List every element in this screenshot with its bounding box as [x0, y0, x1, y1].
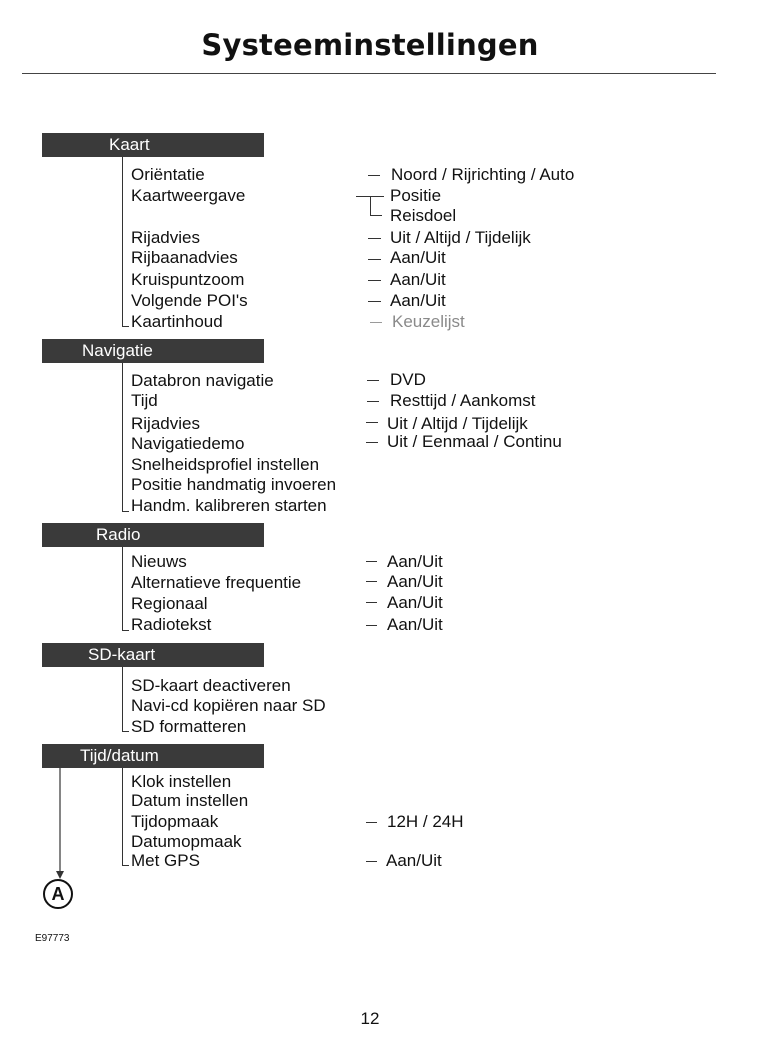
value-navigatiedemo: Uit / Eenmaal / Continu	[387, 432, 562, 451]
value-dash	[366, 602, 377, 603]
tree-line-tijd-datum	[122, 768, 123, 865]
menu-item-navigatiedemo: Navigatiedemo	[131, 434, 245, 453]
value-met-gps: Aan/Uit	[386, 851, 442, 870]
section-header-tijd-datum: Tijd/datum	[42, 744, 264, 768]
value-dash	[367, 380, 379, 381]
menu-item-rijadvies: Rijadvies	[131, 228, 200, 247]
menu-item-tijdopmaak: Tijdopmaak	[131, 812, 219, 831]
value-regionaal: Aan/Uit	[387, 593, 443, 612]
tree-end-radio	[122, 630, 129, 631]
page-number: 12	[360, 1009, 380, 1028]
value-nieuws: Aan/Uit	[387, 552, 443, 571]
value-orientatie: Noord / Rijrichting / Auto	[391, 165, 575, 184]
value-dash	[366, 581, 377, 582]
value-dash	[366, 625, 377, 626]
menu-item-rijadvies-nav: Rijadvies	[131, 414, 200, 433]
value-kaartweergave-reisdoel: Reisdoel	[390, 206, 457, 225]
menu-item-volgende-poi: Volgende POI's	[131, 291, 248, 310]
value-dash	[366, 442, 378, 443]
tree-line-navigatie	[122, 363, 123, 511]
section-header-navigatie: Navigatie	[42, 339, 264, 363]
value-dash	[367, 401, 379, 402]
value-dash	[366, 561, 377, 562]
section-header-sd-kaart: SD-kaart	[42, 643, 264, 667]
value-kaartweergave-positie: Positie	[390, 186, 442, 205]
menu-item-tijd: Tijd	[131, 391, 158, 410]
value-bracket	[370, 196, 371, 215]
tree-line-sd-kaart	[122, 667, 123, 731]
menu-item-regionaal: Regionaal	[131, 594, 208, 613]
value-dash	[368, 238, 381, 239]
continuation-arrow-icon	[50, 768, 70, 880]
value-kaartinhoud: Keuzelijst	[392, 312, 465, 331]
value-rijbaanadvies: Aan/Uit	[390, 248, 446, 267]
menu-item-kruispuntzoom: Kruispuntzoom	[131, 270, 245, 289]
title-divider	[22, 73, 716, 74]
tree-end-navigatie	[122, 511, 129, 512]
value-dash	[368, 259, 381, 260]
menu-item-datum-instellen: Datum instellen	[131, 791, 249, 810]
menu-item-kalibreren: Handm. kalibreren starten	[131, 496, 327, 515]
connector-a: A	[43, 879, 73, 909]
menu-item-kaartinhoud: Kaartinhoud	[131, 312, 223, 331]
menu-item-alternatieve-frequentie: Alternatieve frequentie	[131, 573, 302, 592]
menu-item-snelheidsprofiel: Snelheidsprofiel instellen	[131, 455, 320, 474]
tree-end-sd-kaart	[122, 731, 129, 732]
value-volgende-poi: Aan/Uit	[390, 291, 446, 310]
menu-item-nieuws: Nieuws	[131, 552, 187, 571]
menu-item-radiotekst: Radiotekst	[131, 615, 212, 634]
page-title: Systeeminstellingen	[201, 28, 539, 62]
menu-item-klok-instellen: Klok instellen	[131, 772, 232, 791]
value-dash	[366, 422, 378, 423]
value-dash	[370, 322, 382, 323]
menu-item-positie-handmatig: Positie handmatig invoeren	[131, 475, 337, 494]
value-kruispuntzoom: Aan/Uit	[390, 270, 446, 289]
value-dash	[366, 861, 377, 862]
value-rijadvies-nav: Uit / Altijd / Tijdelijk	[387, 414, 528, 433]
tree-line-radio	[122, 547, 123, 630]
menu-item-rijbaanadvies: Rijbaanadvies	[131, 248, 238, 267]
tree-end-kaart	[122, 326, 129, 327]
section-header-radio: Radio	[42, 523, 264, 547]
section-header-kaart: Kaart	[42, 133, 264, 157]
value-alternatieve-frequentie: Aan/Uit	[387, 572, 443, 591]
tree-end-tijd-datum	[122, 865, 129, 866]
menu-item-sd-deactiveren: SD-kaart deactiveren	[131, 676, 291, 695]
value-databron: DVD	[390, 370, 426, 389]
value-dash	[368, 301, 381, 302]
menu-item-sd-formatteren: SD formatteren	[131, 717, 247, 736]
menu-item-navi-cd-kopieren: Navi-cd kopiëren naar SD	[131, 696, 326, 715]
value-radiotekst: Aan/Uit	[387, 615, 443, 634]
value-dash	[368, 175, 380, 176]
figure-code: E97773	[35, 933, 70, 944]
menu-item-orientatie: Oriëntatie	[131, 165, 205, 184]
value-tijd: Resttijd / Aankomst	[390, 391, 536, 410]
tree-line-kaart	[122, 157, 123, 326]
value-rijadvies: Uit / Altijd / Tijdelijk	[390, 228, 531, 247]
value-dash	[366, 822, 377, 823]
menu-item-kaartweergave: Kaartweergave	[131, 186, 246, 205]
value-dash	[370, 215, 382, 216]
value-tijdopmaak: 12H / 24H	[387, 812, 464, 831]
value-dash	[368, 280, 381, 281]
menu-item-met-gps: Met GPS	[131, 851, 200, 870]
menu-item-databron-navigatie: Databron navigatie	[131, 371, 274, 390]
menu-item-datumopmaak: Datumopmaak	[131, 832, 242, 851]
